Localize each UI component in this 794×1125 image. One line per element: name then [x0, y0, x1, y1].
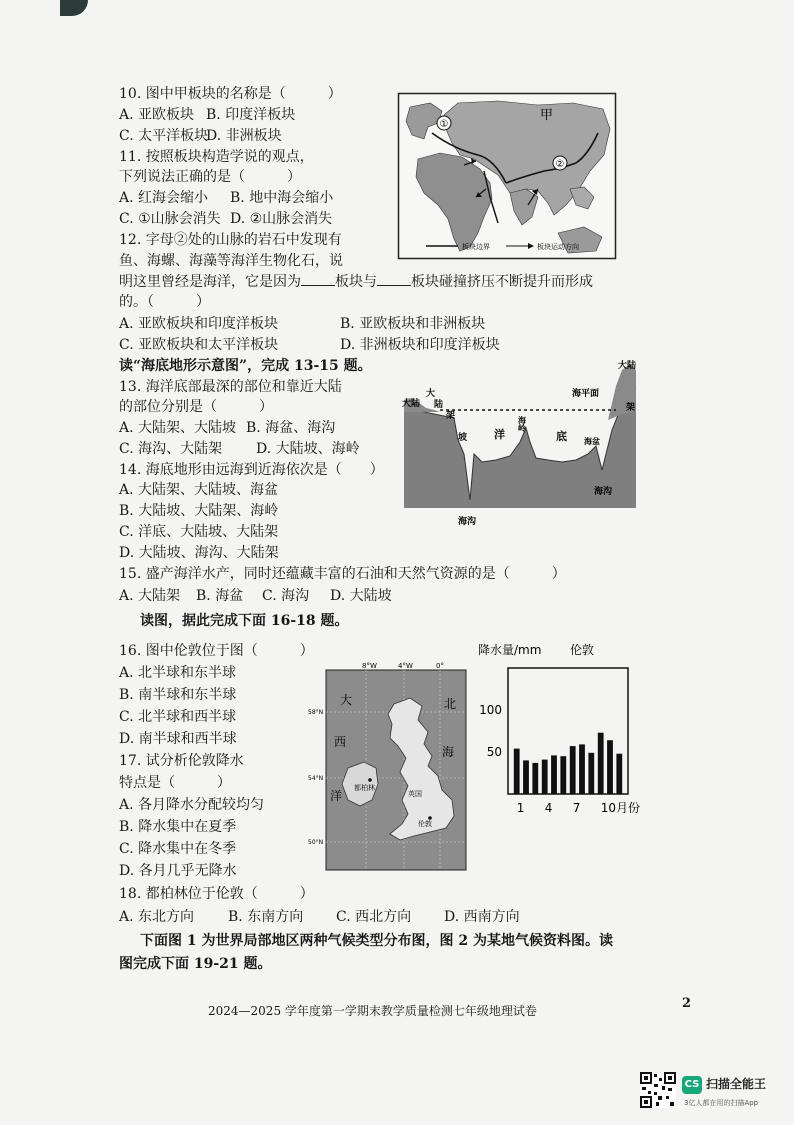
q17-option-b: B. 降水集中在夏季 [119, 819, 237, 835]
q12-stem-line3 [119, 273, 593, 291]
precip-bar-month-3 [532, 763, 538, 794]
intro-16-18: 读图，据此完成下面 16-18 题。 [140, 613, 349, 629]
uk-map-figure [308, 660, 470, 876]
legend-motion-label: 板块运动方向 [537, 243, 579, 251]
q10-stem: 10. 图中甲板块的名称是（ ） [119, 86, 342, 102]
uk-map-lon-8w: 8°W [362, 662, 377, 670]
chart-x-ticks [517, 801, 640, 815]
precip-bar-month-9 [588, 753, 594, 794]
uk-map-lon-0: 0° [436, 662, 444, 670]
q11-option-c: C. ①山脉会消失 [119, 211, 221, 227]
precip-bar-month-8 [579, 744, 585, 794]
seafloor-label-di: 底 [556, 430, 567, 443]
legend-boundary-label: 板块边界 [462, 243, 490, 251]
uk-map-label-dublin: 都柏林 [354, 784, 375, 792]
chart-xtick-label-1: 4 [544, 801, 553, 815]
uk-map-label-yang: 洋 [330, 789, 343, 803]
plate-map-label-1: ① [439, 119, 449, 130]
q12-option-d: D. 非洲板块和印度洋板块 [340, 337, 500, 353]
q17-stem-line1: 17. 试分析伦敦降水 [119, 753, 244, 769]
seafloor-label-haigou-right: 海沟 [594, 487, 613, 497]
q11-option-b: B. 地中海会缩小 [230, 190, 334, 206]
intro-19-21-line1: 下面图 1 为世界局部地区两种气候类型分布图，图 2 为某地气候资料图。读 [140, 933, 613, 949]
seafloor-label-haipen: 海盆 [584, 437, 600, 446]
q12-blank-2 [377, 273, 411, 286]
q16-stem: 16. 图中伦敦位于图（ ） [119, 643, 314, 659]
q13-option-b: B. 海盆、海沟 [246, 420, 336, 436]
seafloor-profile-figure [400, 350, 640, 530]
precip-bar-month-10 [598, 733, 604, 794]
uk-map-label-england: 英国 [408, 790, 422, 798]
q10-option-a: A. 亚欧板块 [119, 107, 195, 123]
intro-13-15: 读“海底地形示意图”，完成 13-15 题。 [119, 358, 372, 374]
seafloor-label-jia-right: 架 [626, 403, 636, 413]
precip-bar-month-1 [514, 749, 520, 794]
uk-map-label-da: 大 [340, 693, 353, 707]
q10-option-b: B. 印度洋板块 [206, 107, 296, 123]
q15-option-a: A. 大陆架 [119, 588, 181, 604]
intro-19-21-line2: 图完成下面 19-21 题。 [119, 956, 272, 972]
q13-stem-line1: 13. 海洋底部最深的部位和靠近大陆 [119, 379, 342, 395]
uk-map-lat-54n: 54°N [308, 775, 324, 782]
camscanner-tagline: 3亿人都在用的扫描App [684, 1099, 759, 1107]
precip-bar-month-4 [542, 760, 548, 794]
uk-map-label-london: 伦敦 [418, 820, 432, 828]
qr-code-icon [640, 1072, 676, 1108]
q11-option-a: A. 红海会缩小 [119, 190, 209, 206]
uk-map-label-xi: 西 [334, 735, 347, 749]
q13-option-c: C. 海沟、大陆架 [119, 441, 223, 457]
camscanner-name: 扫描全能王 [706, 1077, 767, 1091]
q16-option-c: C. 北半球和西半球 [119, 709, 237, 725]
precip-bar-month-12 [616, 754, 622, 794]
chart-y-ticks [479, 703, 502, 759]
uk-map-lat-58n: 58°N [308, 709, 324, 716]
q18-stem: 18. 都柏林位于伦敦（ ） [119, 886, 314, 902]
q14-option-d: D. 大陆坡、海沟、大陆架 [119, 545, 279, 561]
q12-blank-1 [301, 273, 335, 286]
q17-option-c: C. 降水集中在冬季 [119, 841, 237, 857]
chart-title: 伦敦 [570, 643, 595, 657]
exam-footer: 2024—2025 学年度第一学期末教学质量检测七年级地理试卷 [208, 1004, 537, 1018]
q18-option-d: D. 西南方向 [444, 909, 520, 925]
q14-option-c: C. 洋底、大陆坡、大陆架 [119, 524, 279, 540]
page-number: 2 [682, 996, 692, 1011]
precip-bar-month-6 [560, 756, 566, 794]
chart-xtick-label-3: 10月份 [600, 801, 640, 815]
q16-option-d: D. 南半球和西半球 [119, 731, 237, 747]
chart-xtick-label-0: 1 [516, 801, 525, 815]
uk-map-label-bei: 北 [444, 697, 457, 711]
q12-option-c: C. 亚欧板块和太平洋板块 [119, 337, 279, 353]
chart-xtick-label-2: 7 [572, 801, 581, 815]
precip-bar-month-2 [523, 760, 529, 794]
q17-option-d: D. 各月几乎无降水 [119, 863, 237, 879]
q18-option-a: A. 东北方向 [119, 909, 195, 925]
scan-corner-shadow [60, 0, 88, 16]
chart-ylabel: 降水量/mm [478, 643, 542, 657]
q11-stem-line2: 下列说法正确的是（ ） [119, 169, 301, 185]
q12-option-a: A. 亚欧板块和印度洋板块 [119, 316, 279, 332]
seafloor-label-sea-surface: 海平面 [572, 389, 600, 399]
uk-map-lon-4w: 4°W [398, 662, 413, 670]
q13-option-a: A. 大陆架、大陆坡 [119, 420, 237, 436]
q13-option-d: D. 大陆坡、海岭 [256, 441, 360, 457]
q12-stem-line3-c: 板块碰撞挤压不断提升而形成 [411, 274, 593, 290]
seafloor-label-yang: 洋 [494, 428, 505, 441]
q18-option-b: B. 东南方向 [228, 909, 304, 925]
q15-option-d: D. 大陆坡 [330, 588, 392, 604]
seafloor-label-lu: 陆 [434, 400, 444, 410]
q13-stem-line2: 的部位分别是（ ） [119, 399, 273, 415]
precip-bar-month-5 [551, 755, 557, 794]
london-precipitation-chart [470, 640, 650, 820]
chart-ytick-label-0: 50 [486, 745, 502, 759]
q18-option-c: C. 西北方向 [336, 909, 412, 925]
camscanner-logo-icon: CS [682, 1076, 702, 1094]
q17-stem-line2: 特点是（ ） [119, 775, 231, 791]
q12-option-b: B. 亚欧板块和非洲板块 [340, 316, 486, 332]
seafloor-label-po: 坡 [458, 433, 468, 443]
q16-option-a: A. 北半球和东半球 [119, 665, 237, 681]
seafloor-label-jia: 架 [446, 411, 456, 421]
seafloor-label-dalu-left: 大陆 [402, 399, 421, 409]
q10-option-d: D. 非洲板块 [206, 128, 282, 144]
q17-option-a: A. 各月降水分配较均匀 [119, 797, 265, 813]
seafloor-label-da: 大 [426, 389, 436, 399]
q15-stem: 15. 盛产海洋水产，同时还蕴藏丰富的石油和天然气资源的是（ ） [119, 566, 566, 582]
chart-bars [514, 733, 622, 794]
seafloor-label-haigou-left: 海沟 [458, 517, 477, 527]
uk-map-label-hai: 海 [442, 745, 455, 759]
plate-map-figure [398, 93, 616, 259]
q14-option-a: A. 大陆架、大陆坡、海盆 [119, 482, 279, 498]
q16-option-b: B. 南半球和东半球 [119, 687, 237, 703]
plate-map-label-jia: 甲 [540, 108, 554, 123]
plate-map-label-2: ② [555, 159, 565, 170]
seafloor-label-hailing: 海岭 [517, 416, 527, 432]
q12-stem-line2: 鱼、海螺、海藻等海洋生物化石，说 [119, 253, 343, 269]
q14-option-b: B. 大陆坡、大陆架、海岭 [119, 503, 279, 519]
q12-stem-line1: 12. 字母②处的山脉的岩石中发现有 [119, 232, 342, 248]
q12-stem-line4: 的。（ ） [119, 294, 210, 310]
seafloor-label-dalu-right: 大陆 [618, 361, 637, 371]
q12-stem-line3-a: 明这里曾经是海洋，它是因为 [119, 274, 301, 290]
q15-option-b: B. 海盆 [196, 588, 244, 604]
q11-option-d: D. ②山脉会消失 [230, 211, 333, 227]
q14-stem: 14. 海底地形由远海到近海依次是（ ） [119, 462, 384, 478]
chart-ytick-label-1: 100 [479, 703, 502, 717]
q11-stem-line1: 11. 按照板块构造学说的观点， [119, 149, 314, 165]
precip-bar-month-7 [570, 746, 576, 794]
precip-bar-month-11 [607, 740, 613, 794]
q12-stem-line3-b: 板块与 [335, 274, 377, 290]
q15-option-c: C. 海沟 [262, 588, 310, 604]
uk-map-lat-50n: 50°N [308, 839, 324, 846]
q10-option-c: C. 太平洋板块 [119, 128, 209, 144]
